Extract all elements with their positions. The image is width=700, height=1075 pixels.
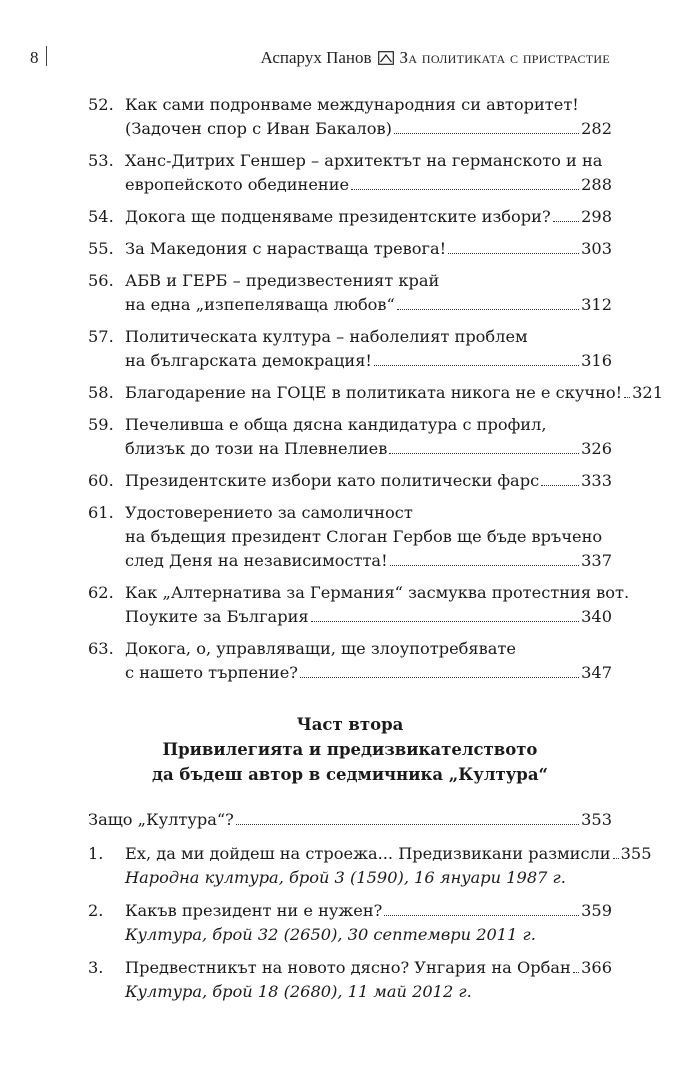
entry-number: 59. [88, 415, 114, 434]
entry-page: 366 [581, 958, 612, 977]
intro-page: 353 [581, 810, 612, 829]
entry-number: 62. [88, 583, 114, 602]
entry-number: 54. [88, 207, 114, 226]
entry-line [125, 637, 612, 661]
entry-line [125, 93, 612, 117]
entry-number: 63. [88, 639, 114, 658]
leader-dots [311, 621, 580, 622]
leader-dots [390, 565, 580, 566]
entry-line [125, 437, 612, 461]
entry-page: 359 [581, 901, 612, 920]
toc-entry [88, 205, 612, 229]
toc-entry [88, 501, 612, 573]
entry-title-line: АБВ и ГЕРБ – предизвестеният край [125, 271, 440, 290]
entry-line [125, 605, 612, 629]
entry-line [125, 549, 612, 573]
entry-page: 340 [581, 607, 612, 626]
entry-line [125, 501, 612, 525]
entry-title-line: Благодарение на ГОЦЕ в политиката никога не е скучно! [125, 383, 623, 402]
intro-label: Защо „Култура“? [88, 810, 234, 829]
toc-entry [88, 269, 612, 317]
entry-page: 282 [581, 119, 612, 138]
entry-line [125, 661, 612, 685]
book-icon [378, 51, 394, 65]
running-header [30, 44, 610, 74]
entry-body [125, 637, 612, 685]
leader-dots [541, 485, 579, 486]
entry-line [125, 149, 612, 173]
kultura-section [88, 808, 652, 1013]
table-of-contents [88, 93, 664, 693]
entry-page: 333 [581, 471, 612, 490]
entry-title-line: Ех, да ми дойдеш на строежа... Предизвикани размисли [125, 844, 611, 863]
kultura-entry [88, 842, 652, 890]
toc-entry [88, 149, 612, 197]
leader-dots [300, 677, 579, 678]
entry-line [125, 293, 612, 317]
leader-dots [389, 453, 579, 454]
header-book-title: За политиката с пристрастие [399, 48, 610, 67]
entry-title-line: Докога ще подценяваме президентските избори? [125, 207, 551, 226]
entry-title-line: след Деня на независимостта! [125, 551, 388, 570]
toc-entry-intro [88, 808, 612, 832]
entry-title-line: Политическата култура – наболелият проблем [125, 327, 528, 346]
entry-title-line: Президентските избори като политически фарс [125, 471, 540, 490]
part-subtitle-1: Привилегията и предизвикателството [162, 740, 538, 759]
leader-dots [553, 221, 579, 222]
entry-body [125, 956, 612, 1004]
entry-page: 288 [581, 175, 612, 194]
leader-dots [448, 253, 579, 254]
entry-page: 316 [581, 351, 612, 370]
entry-line [125, 956, 612, 980]
entry-title-line: на българската демокрация! [125, 351, 372, 370]
header-right [261, 48, 610, 68]
entry-page: 303 [581, 239, 612, 258]
toc-entry [88, 381, 664, 405]
entry-line [125, 381, 664, 405]
leader-dots [236, 824, 579, 825]
entry-line [125, 349, 612, 373]
entry-page: 312 [581, 295, 612, 314]
kultura-entry [88, 899, 612, 947]
entry-page: 298 [581, 207, 612, 226]
entry-title-line: Докога, о, управляващи, ще злоупотребявате [125, 639, 516, 658]
entry-line [125, 413, 612, 437]
entry-number: 61. [88, 503, 114, 522]
entry-line [125, 325, 612, 349]
entry-number: 56. [88, 271, 114, 290]
entry-source: Култура, брой 32 (2650), 30 септември 2011 г. [125, 925, 536, 944]
entry-page: 326 [581, 439, 612, 458]
entry-page: 347 [581, 663, 612, 682]
entry-body [125, 205, 612, 229]
entry-title-line: Ханс-Дитрих Геншер – архитектът на германското и на [125, 151, 603, 170]
part-title: Част втора [296, 715, 404, 734]
entry-line [125, 173, 612, 197]
toc-entry [88, 413, 612, 461]
entry-body [125, 237, 612, 261]
entry-line [125, 525, 612, 549]
entry-title-line: Какъв президент ни е нужен? [125, 901, 383, 920]
leader-dots [397, 309, 579, 310]
entry-number: 55. [88, 239, 114, 258]
entry-body [125, 413, 612, 461]
entry-number: 53. [88, 151, 114, 170]
entry-title-line: Печеливша е обща дясна кандидатура с профил, [125, 415, 547, 434]
entry-body [125, 381, 664, 405]
entry-page: 337 [581, 551, 612, 570]
toc-entry [88, 637, 612, 685]
entry-body [125, 899, 612, 947]
leader-dots [394, 133, 579, 134]
header-divider [46, 46, 47, 66]
entry-title-line: с нашето търпение? [125, 663, 298, 682]
entry-title-line: (Задочен спор с Иван Бакалов) [125, 119, 392, 138]
entry-line [125, 581, 630, 605]
entry-source: Народна култура, брой 3 (1590), 16 януари 1987 г. [125, 868, 566, 887]
kultura-entry [88, 956, 612, 1004]
entry-number: 52. [88, 95, 114, 114]
entry-body [125, 501, 612, 573]
entry-body [125, 581, 630, 629]
entry-line [125, 899, 612, 923]
part-subtitle-2: да бъдеш автор в седмичника „Култура“ [152, 765, 548, 784]
entry-title-line: европейското обединение [125, 175, 350, 194]
toc-entry [88, 581, 630, 629]
entry-line [125, 842, 652, 866]
page-number: 8 [30, 48, 39, 67]
leader-dots [374, 365, 579, 366]
entry-number: 3. [88, 958, 104, 977]
entry-title-line: на бъдещия президент Слоган Гербов ще бъде връчено [125, 527, 603, 546]
header-author: Аспарух Панов [260, 48, 372, 67]
entry-body [125, 149, 612, 197]
entry-body [125, 93, 612, 141]
toc-entry [88, 237, 612, 261]
entry-line [125, 237, 612, 261]
toc-entry [88, 93, 612, 141]
entry-line [125, 205, 612, 229]
entry-title-line: Как сами подронваме международния си авторитет! [125, 95, 579, 114]
entry-title-line: на една „изпепеляваща любов“ [125, 295, 395, 314]
entry-title-line: Как „Алтернатива за Германия“ засмуква протестния вот. [125, 583, 630, 602]
entry-title-line: За Македония с нарастваща тревога! [125, 239, 447, 258]
leader-dots [384, 915, 579, 916]
toc-entry [88, 325, 612, 373]
entry-number: 2. [88, 901, 104, 920]
entry-title-line: Удостоверението за самоличност [125, 503, 413, 522]
entry-page: 321 [632, 383, 664, 402]
entry-number: 58. [88, 383, 114, 402]
toc-entry [88, 469, 612, 493]
entry-title-line: близък до този на Плевнелиев [125, 439, 388, 458]
entry-body [125, 325, 612, 373]
entry-line [125, 117, 612, 141]
entry-body [125, 469, 612, 493]
entry-number: 60. [88, 471, 114, 490]
leader-dots [613, 858, 619, 859]
entry-title-line: Предвестникът на новото дясно? Унгария на Орбан [125, 958, 571, 977]
entry-body [125, 269, 612, 317]
leader-dots [351, 189, 579, 190]
entry-number: 57. [88, 327, 114, 346]
entry-number: 1. [88, 844, 104, 863]
entry-title-line: Поуките за България [125, 607, 309, 626]
entry-line [125, 469, 612, 493]
entry-source: Култура, брой 18 (2680), 11 май 2012 г. [125, 982, 472, 1001]
entry-line [125, 269, 612, 293]
entry-body [125, 842, 652, 890]
leader-dots [624, 397, 630, 398]
leader-dots [573, 972, 579, 973]
entry-page: 355 [620, 844, 652, 863]
part-two-heading [88, 712, 612, 787]
